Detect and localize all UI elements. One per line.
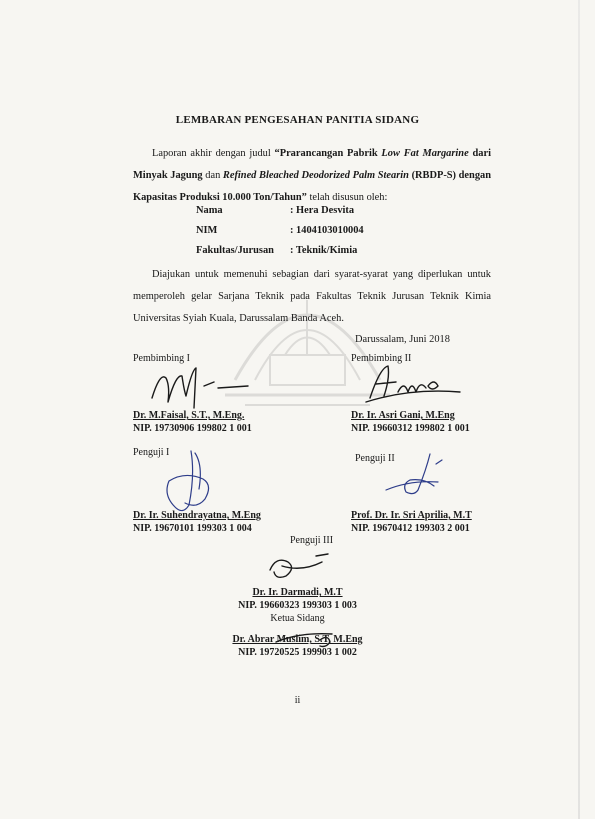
identity-label-nim: NIM xyxy=(196,225,218,236)
page-title: LEMBARAN PENGESAHAN PANITIA SIDANG xyxy=(175,114,420,126)
pembimbing-1-signature xyxy=(148,362,268,412)
penguji-3-signature xyxy=(262,542,342,586)
purpose-text: Diajukan untuk memenuhi sebagian dari syarat-syarat yang diperlukan untuk memperoleh gelar Sarjana Teknik pada Fakultas Teknik Jurusan Teknik Kimia Universitas Syiah Kuala, Darussalam Banda Aceh. xyxy=(133,269,491,324)
pembimbing-2-label: Pembimbing II xyxy=(351,353,412,364)
identity-value-nama: : Hera Desvita xyxy=(290,205,355,216)
intro-title-part-1: “Prarancangan Pabrik xyxy=(274,148,382,159)
penguji-1-name: Dr. Ir. Suhendrayatna, M.Eng xyxy=(133,510,261,521)
penguji-1-label: Penguji I xyxy=(133,447,170,458)
penguji-2-nip: NIP. 19670412 199303 2 001 xyxy=(351,523,470,534)
intro-title-italic-1: Low Fat Margarine xyxy=(381,148,469,159)
intro-tail: telah disusun oleh: xyxy=(306,192,388,203)
intro-title-italic-2: Refined Bleached Deodorized Palm Stearin xyxy=(222,170,409,181)
penguji-3-nip: NIP. 19660323 199303 1 003 xyxy=(238,600,357,611)
penguji-2-name: Prof. Dr. Ir. Sri Aprilia, M.T xyxy=(351,510,472,521)
penguji-3-name: Dr. Ir. Darmadi, M.T xyxy=(252,587,343,598)
pembimbing-1-nip: NIP. 19730906 199802 1 001 xyxy=(133,423,252,434)
pembimbing-1-name: Dr. M.Faisal, S.T., M.Eng. xyxy=(133,410,245,421)
pembimbing-2-signature xyxy=(360,358,480,410)
identity-label-faculty: Fakultas/Jurusan xyxy=(196,245,274,256)
identity-value-faculty: : Teknik/Kimia xyxy=(290,245,358,256)
place-date: Darussalam, Juni 2018 xyxy=(355,334,450,345)
page-number: ii xyxy=(294,695,301,706)
intro-lead: Laporan akhir dengan judul xyxy=(152,148,275,159)
ketua-sidang-name: Dr. Abrar Muslim, S.T, M.Eng xyxy=(232,634,363,645)
penguji-2-signature xyxy=(380,450,460,500)
identity-label-nama: Nama xyxy=(196,205,223,216)
identity-value-nim: : 1404103010004 xyxy=(290,225,364,236)
ketua-sidang-label: Ketua Sidang xyxy=(270,613,325,624)
pembimbing-2-name: Dr. Ir. Asri Gani, M.Eng xyxy=(351,410,455,421)
intro-title-part-2: dari Minyak Jagung xyxy=(133,148,491,181)
penguji-3-label: Penguji III xyxy=(290,535,334,546)
ketua-sidang-nip: NIP. 19720525 199903 1 002 xyxy=(238,647,357,658)
intro-connector: dan xyxy=(202,170,223,181)
pembimbing-2-nip: NIP. 19660312 199802 1 001 xyxy=(351,423,470,434)
pembimbing-1-label: Pembimbing I xyxy=(133,353,190,364)
penguji-1-nip: NIP. 19670101 199303 1 004 xyxy=(133,523,252,534)
intro-paragraph xyxy=(133,143,491,209)
penguji-2-label: Penguji II xyxy=(355,453,395,464)
purpose-paragraph xyxy=(133,264,491,330)
intro-title-part-3: (RBDP-S) dengan Kapasitas Produksi 10.000 Ton/Tahun” xyxy=(133,170,491,203)
